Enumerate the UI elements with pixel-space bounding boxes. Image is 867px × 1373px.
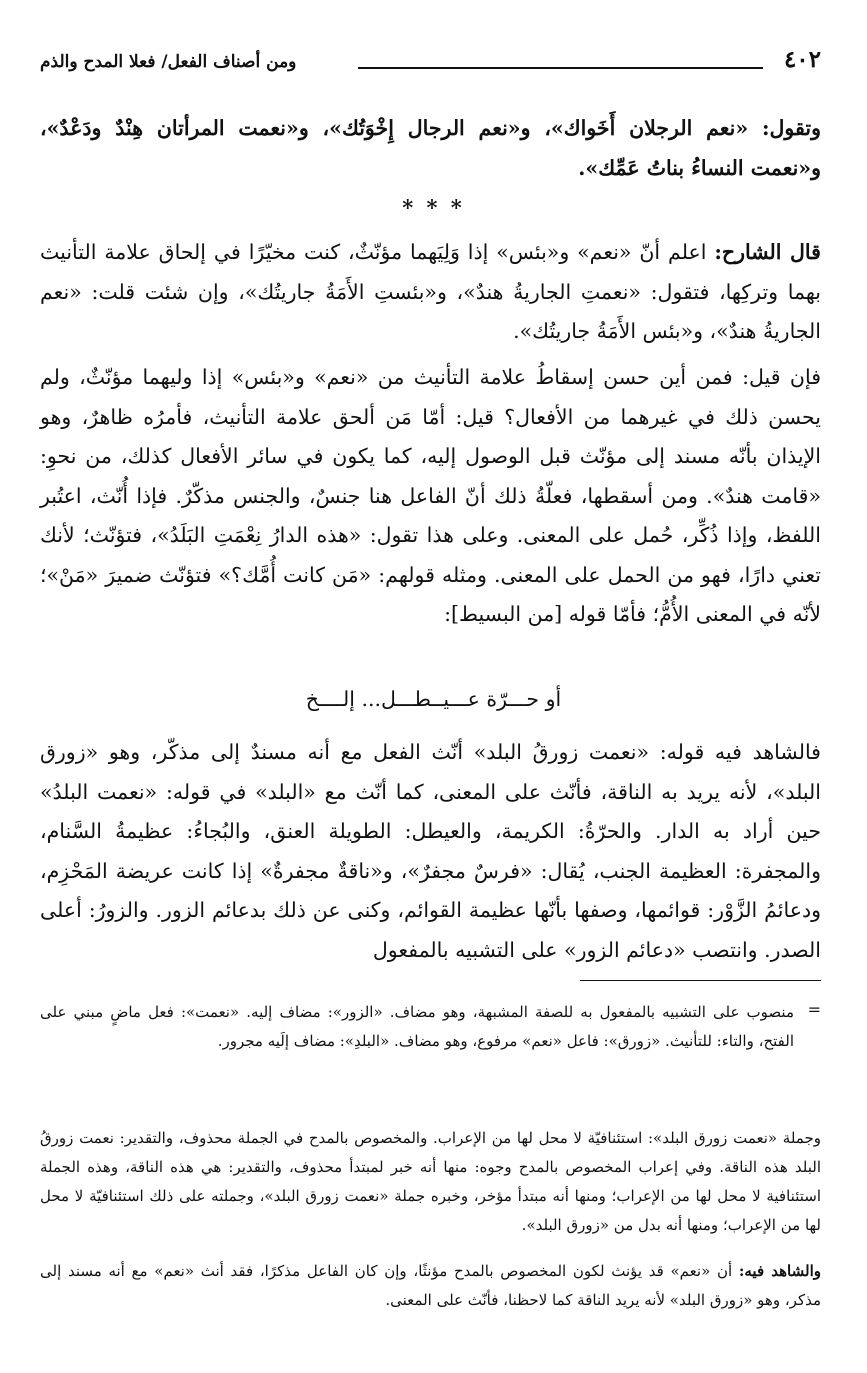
header-rule: [358, 67, 763, 69]
commentary-lead: قال الشارح:: [714, 240, 821, 264]
page-number: ٤٠٢: [783, 46, 821, 73]
commentary-paragraph-3: فالشاهد فيه قوله: «نعمت زورقُ البلد» أنّث الفعل مع أنه مسندٌ إلى مذكّر، وهو «زورق البلد»، لأنه يريد به الناقة، فأنّث على المعنى، كما أنّث مع «البلد» في قوله: «نعمت البلدُ» حين أراد به الدار. والحرّةُ: الكريمة، والعيطل: الطويلة العنق، والبُجاءُ: عظيمةُ السَّنام، والمجفرة: العظيمة الجنب، يُقال: «فرسٌ مجفرٌ»، و«ناقةٌ مجفرةٌ» إذا كانت عريضة المَحْزِم، ودعائمُ الزَّوْر: قوائمها، وصفها بأنّها عظيمة القوائم، وكنى عن ذلك بدعائم الزور. والزورُ: أعلى الصدر. وانتصب «دعائم الزور» على التشبيه بالمفعول: [40, 740, 821, 962]
footnote-continuation-marker: =: [807, 1000, 821, 1019]
footnote-rule: [580, 980, 821, 981]
footnote-paragraph-3: [40, 1257, 821, 1315]
commentary-paragraph-2: فإن قيل: فمن أين حسن إسقاطُ علامة التأنيث من «نعم» و«بئس» إذا وليهما مؤنّثٌ، ولم يحسن ذلك في غيرهما من الأفعال؟ قيل: أمّا مَن ألحق علامة التأنيث، فأمرُه ظاهرٌ، وهو الإيذان بأنّه مسند إلى مؤنّث قبل الوصول إليه، كما يكون في سائر الأفعال كذلك، من نحوِ: «قامت هندٌ». ومن أسقطها، فعلّةُ ذلك أنّ الفاعل هنا جنسٌ، والجنس مذكّرٌ. فإذا أُنّث، اعتُبر اللفظ، وإذا ذُكِّر، حُمل على المعنى. وعلى هذا تقول: «هذه الدارُ نِعْمَتِ البَلَدُ»، فتؤنّث؛ لأنك تعني دارًا، فهو من الحمل على المعنى. ومثله قولهم: «مَن كانت أُمَّك؟» فتؤنّث ضميرَ «مَنْ»؛ لأنّه في المعنى الأُمُّ؛ فأمّا قوله [من البسيط]:: [40, 365, 821, 626]
verse-line: أو حـــرّة عـــيــطـــل... إلــــخ: [305, 687, 562, 711]
footnote-lead: والشاهد فيه:: [738, 1262, 821, 1280]
running-title: ومن أصناف الفعل/ فعلا المدح والذم: [40, 52, 297, 72]
running-header: [40, 46, 821, 80]
commentary-paragraph-1: [40, 233, 821, 352]
opening-paragraph: وتقول: «نعم الرجلان أَخَواك»، و«نعم الرجال إِخْوَتُك»، و«نعمت المرأتان هِنْدٌ ودَعْدٌ»، و«نعمت النساءُ بناتُ عَمِّك».: [40, 116, 821, 180]
footnote-paragraph-1: منصوب على التشبيه بالمفعول به للصفة المشبهة، وهو مضاف. «الزور»: مضاف إليه. «نعمت»: فعل ماضٍ مبني على الفتح، والتاء: للتأنيث. «زورق»: فاعل «نعم» مرفوع، وهو مضاف. «البلدِ»: مضاف إلَيه مجرور.: [40, 1003, 794, 1050]
commentary-text-1: اعلم أنّ «نعم» و«بئس» إذا وَلِيَهما مؤنّثٌ، كنت مخيّرًا في إلحاق علامة التأنيث بهما وتركِها، فتقول: «نعمتِ الجاريةُ هندٌ»، و«بئستِ الأَمَةُ جاريتُك»، وإن شئت قلت: «نعم الجاريةُ هندٌ»، و«بئس الأَمَةُ جاريتُك».: [40, 240, 821, 343]
section-separator: * * *: [402, 195, 465, 220]
footnote-paragraph-2: وجملة «نعمت زورق البلد»: استئنافيّة لا محل لها من الإعراب. والمخصوص بالمدح في الجملة محذوف، والتقدير: نعمت زورقُ البلد هذه الناقة. وفي إعراب المخصوص بالمدح وجوه: منها أنه خبر لمبتدأ محذوف، والتقدير: هي هذه الناقة، وهذه الجملة استئنافية لا محل لها من الإعراب؛ ومنها أنه مبتدأ مؤخر، وخبره جملة «نعمت زورق البلد»، وجملته على ذلك استئنافيّة لا محل لها من الإعراب؛ ومنها أنه بدل من «زورق البلد».: [40, 1129, 821, 1234]
footnote-text-3: أن «نعم» قد يؤنث لكون المخصوص بالمدح مؤنثًا، وإن كان الفاعل مذكرًا، فقد أنث «نعم» مع أنه مسند إلى مذكر، وهو «زورق البلد» لأنه يريد الناقة كما لاحظنا، فأنّث على المعنى.: [40, 1262, 821, 1309]
